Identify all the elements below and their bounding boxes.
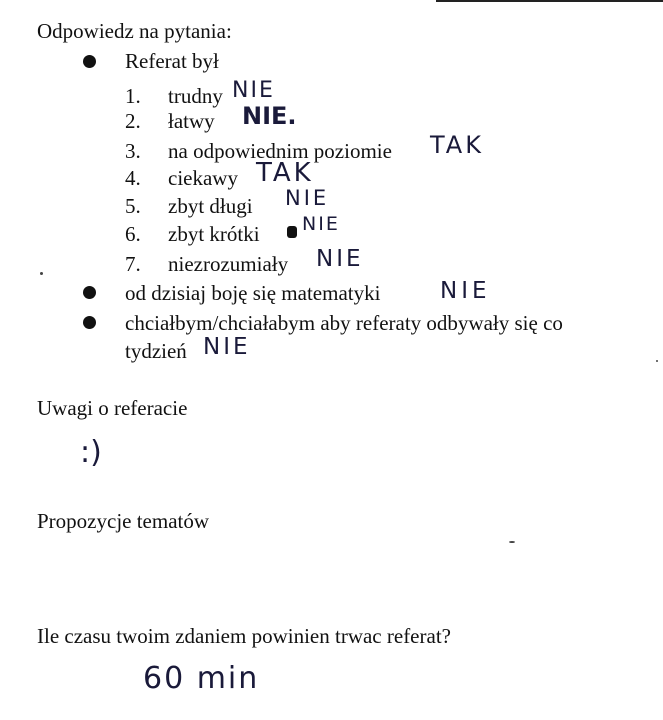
item-text: niezrozumiały	[168, 252, 289, 276]
item-text: na odpowiednim poziomie	[168, 139, 392, 163]
statement-text: chciałbym/chciałabym aby referaty odbywały się co	[125, 311, 563, 335]
bullet-icon	[83, 55, 96, 68]
handwritten-answer: TAK	[256, 158, 314, 188]
item-text: zbyt krótki	[168, 222, 260, 246]
scan-speck	[509, 541, 515, 543]
handwritten-answer: NIE	[203, 334, 251, 360]
item-number: 2.	[125, 109, 141, 133]
handwritten-answer: 60 min	[143, 661, 260, 696]
item-text: trudny	[168, 84, 223, 108]
item-text: łatwy	[168, 109, 215, 133]
item-number: 5.	[125, 194, 141, 218]
handwritten-answer: NIE	[302, 213, 340, 235]
item-text: zbyt długi	[168, 194, 253, 218]
handwritten-answer: NIE	[316, 246, 364, 272]
section-label: Referat był	[125, 49, 219, 73]
bullet-icon	[83, 286, 96, 299]
topics-label: Propozycje tematów	[37, 509, 210, 533]
handwritten-answer: NIE	[285, 186, 330, 210]
scan-edge-line	[436, 0, 663, 2]
ink-blot	[287, 226, 297, 238]
item-text: ciekawy	[168, 166, 238, 190]
item-number: 3.	[125, 139, 141, 163]
duration-question: Ile czasu twoim zdaniem powinien trwac referat?	[37, 624, 451, 648]
handwritten-answer: TAK	[430, 131, 484, 159]
handwritten-answer: NIE.	[242, 102, 297, 130]
item-number: 1.	[125, 84, 141, 108]
item-number: 7.	[125, 252, 141, 276]
scan-speck	[40, 272, 43, 275]
statement-text-continued: tydzień	[125, 339, 187, 363]
handwritten-answer: NIE	[440, 278, 491, 304]
item-number: 4.	[125, 166, 141, 190]
statement-text: od dzisiaj boję się matematyki	[125, 281, 381, 305]
remarks-label: Uwagi o referacie	[37, 396, 188, 420]
page-heading: Odpowiedz na pytania:	[37, 19, 232, 43]
handwritten-answer: NIE	[232, 78, 275, 103]
handwritten-smiley: :)	[80, 435, 102, 470]
bullet-icon	[83, 316, 96, 329]
item-number: 6.	[125, 222, 141, 246]
scan-speck	[656, 360, 658, 362]
